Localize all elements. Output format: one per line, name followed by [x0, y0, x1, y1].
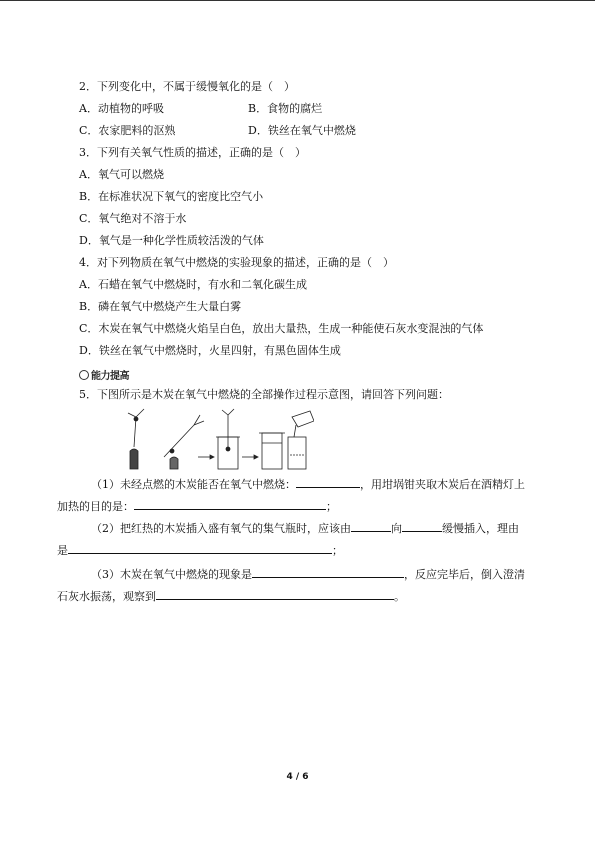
q3-option-a: A．氧气可以燃烧 [79, 168, 164, 181]
q5-part2-prompt: （2）把红热的木炭插入盛有氧气的集气瓶时，应该由 [91, 522, 351, 535]
section-title: 能力提高 [91, 371, 129, 382]
q2-option-a: A．动植物的呼吸 [79, 102, 164, 115]
q5-part3-observe: 石灰水振荡，观察到 [57, 590, 156, 603]
q5-part2-blank-reason[interactable] [68, 542, 332, 554]
q2-stem: 2．下列变化中，不属于缓慢氧化的是（ ） [79, 80, 295, 93]
step2-heating-icon [164, 415, 204, 469]
q2-option-d: D．铁丝在氧气中燃烧 [248, 124, 356, 137]
q5-part3-blank2[interactable] [156, 588, 394, 600]
q3-option-d: D．氧气是一种化学性质较活泼的气体 [79, 234, 264, 247]
q5-part2-prompt-cont: 缓慢插入，理由 [442, 522, 519, 535]
q5-part3-end: 。 [394, 590, 405, 603]
q4-stem: 4．对下列物质在氧气中燃烧的实验现象的描述，正确的是（ ） [79, 256, 394, 269]
q4-option-a: A．石蜡在氧气中燃烧时，有水和二氧化碳生成 [79, 278, 307, 291]
q3-stem: 3．下列有关氧气性质的描述，正确的是（ ） [79, 146, 306, 159]
experiment-diagram [124, 407, 314, 471]
q5-part1-blank1[interactable] [296, 476, 360, 488]
q2-option-b: B．食物的腐烂 [248, 102, 323, 115]
q2-option-c: C．农家肥料的沤熟 [79, 124, 176, 137]
q5-part1-line1 [91, 476, 525, 492]
step3-gas-jar-icon [216, 409, 240, 469]
q3-option-c: C．氧气绝对不溶于水 [79, 212, 187, 225]
q5-part1-prompt: （1）未经点燃的木炭能否在氧气中燃烧： [91, 478, 296, 491]
q5-part3-prompt-cont: ，反应完毕后，倒入澄清 [404, 568, 525, 581]
q5-part2-line2 [57, 542, 343, 558]
page-number: 4 / 6 [286, 772, 309, 782]
step4-gas-jar-icon [259, 433, 285, 469]
q5-part3-prompt: （3）木炭在氧气中燃烧的现象是 [91, 568, 252, 581]
q5-part1-line2 [57, 498, 337, 514]
q4-option-c: C．木炭在氧气中燃烧火焰呈白色，放出大量热，生成一种能使石灰水变混浊的气体 [79, 322, 484, 335]
q5-part3-line2 [57, 588, 405, 604]
q5-part2-to: 向 [391, 522, 402, 535]
q5-part2-line1 [91, 520, 519, 536]
q5-part2-blank-from[interactable] [351, 520, 391, 532]
q4-option-d: D．铁丝在氧气中燃烧时，火星四射，有黑色固体生成 [79, 344, 341, 357]
q5-part2-blank-to[interactable] [402, 520, 442, 532]
q5-part1-end: ； [326, 500, 337, 513]
section-heading [79, 367, 129, 382]
q5-part3-blank1[interactable] [252, 566, 404, 578]
q4-option-b: B．磷在氧气中燃烧产生大量白雾 [79, 300, 242, 313]
q3-option-b: B．在标准状况下氧气的密度比空气小 [79, 190, 264, 203]
q5-part2-end: ； [332, 544, 343, 557]
top-rule [0, 0, 595, 1]
section-bullet-icon [79, 370, 89, 380]
step1-heating-icon [128, 409, 144, 469]
q5-part1-purpose: 加热的目的是： [57, 500, 134, 513]
q5-part1-blank2[interactable] [134, 498, 326, 510]
q5-stem: 5．下图所示是木炭在氧气中燃烧的全部操作过程示意图，请回答下列问题： [79, 388, 449, 401]
step5-limewater-icon [288, 411, 314, 469]
q5-part2-reason: 是 [57, 544, 68, 557]
q5-part1-prompt-cont: ，用坩埚钳夹取木炭后在酒精灯上 [360, 478, 525, 491]
q5-part3-line1 [91, 566, 525, 582]
